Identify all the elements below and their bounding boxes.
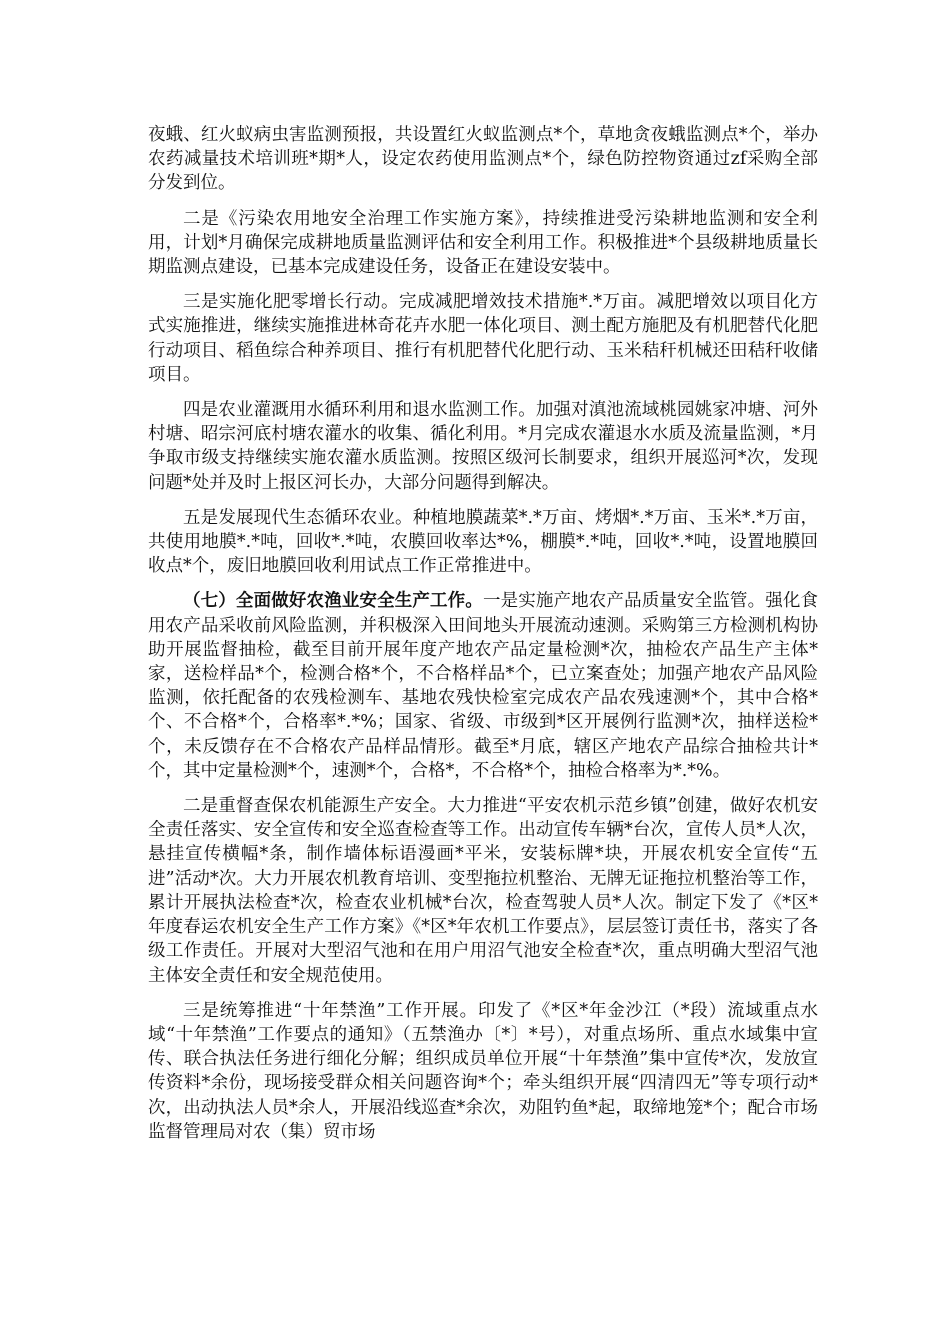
paragraph-text: 三是实施化肥零增长行动。完成减肥增效技术措施*.*万亩。减肥增效以项目化方式实施推进，继续实施推进林奇花卉水肥一体化项目、测土配方施肥及有机肥替代化肥行动项目、稻鱼综合种养项目、推行有机肥替代化肥行动、玉米秸秆机械还田秸秆收储项目。 [148,292,818,385]
paragraph-text: 夜蛾、红火蚁病虫害监测预报，共设置红火蚁监测点*个，草地贪夜蛾监测点*个，举办农药减量技术培训班*期*人，设定农药使用监测点*个，绿色防控物资通过zf采购全部分发到位。 [148,125,818,194]
paragraph-fishing-ban [148,999,818,1144]
paragraph-text: 一是实施产地农产品质量安全监管。强化食用农产品采收前风险监测，并积极深入田间地头开展流动速测。采购第三方检测机构协助开展监督抽检，截至目前开展年度产地农产品定量检测*次，抽检农产品生产主体*家，送检样品*个，检测合格*个，不合格样品*个，已立案查处；加强产地农产品风险监测，依托配备的农残检测车、基地农残快检室完成农产品农残速测*个，其中合格*个、不合格*个，合格率*.*%；国家、省级、市级到*区开展例行监测*次，抽样送检*个，未反馈存在不合格农产品样品情形。截至*月底，辖区产地农产品综合抽检共计*个，其中定量检测*个，速测*个，合格*，不合格*个，抽检合格率为*.*%。 [148,591,819,781]
paragraph-soil-safety [148,207,818,280]
paragraph-text: 四是农业灌溉用水循环利用和退水监测工作。加强对滇池流域桃园姚家冲塘、河外村塘、昭宗河底村塘农灌水的收集、循化利用。*月完成农灌退水水质及流量监测，*月争取市级支持继续实施农灌水质监测。按照区级河长制要求，组织开展巡河*次，发现问题*处并及时上报区河长办，大部分问题得到解决。 [148,400,818,493]
paragraph-text: 二是重督查保农机能源生产安全。大力推进“平安农机示范乡镇”创建，做好农机安全责任落实、安全宣传和安全巡查检查等工作。出动宣传车辆*台次，宣传人员*人次，悬挂宣传横幅*条，制作墙体标语漫画*平米，安装标牌*块，开展农机安全宣传“五进”活动*次。大力开展农机教育培训、变型拖拉机整治、无牌无证拖拉机整治等工作，累计开展执法检查*次，检查农业机械*台次，检查驾驶人员*人次。制定下发了《*区*年度春运农机安全生产工作方案》《*区*年农机工作要点》，层层签订责任书，落实了各级工作责任。开展对大型沼气池和在用户用沼气池安全检查*次，重点明确大型沼气池主体安全责任和安全规范使用。 [148,796,818,986]
paragraph-irrigation [148,398,818,495]
document-body [148,123,818,1155]
paragraph-text: 三是统筹推进“十年禁渔”工作开展。印发了《*区*年金沙江（*段）流域重点水域“十年禁渔”工作要点的通知》（五禁渔办〔*〕*号），对重点场所、重点水域集中宣传、联合执法任务进行细化分解；组织成员单位开展“十年禁渔”集中宣传*次，发放宣传资料*余份，现场接受群众相关问题咨询*个；牵头组织开展“四清四无”等专项行动*次，出动执法人员*余人，开展沿线巡查*余次，劝阻钓鱼*起，取缔地笼*个；配合市场监督管理局对农（集）贸市场 [148,1000,818,1142]
paragraph-text: 五是发展现代生态循环农业。种植地膜蔬菜*.*万亩、烤烟*.*万亩、玉米*.*万亩，共使用地膜*.*吨，回收*.*吨，农膜回收率达*%，棚膜*.*吨，回收*.*吨，设置地膜回收点*个，废旧地膜回收利用试点工作正常推进中。 [148,507,818,577]
paragraph-eco-agriculture [148,506,818,579]
paragraph-fertilizer [148,290,818,387]
paragraph-pest-monitoring [148,123,818,196]
paragraph-safety-production [148,589,818,783]
section-heading: （七）全面做好农渔业安全生产工作。 [183,591,483,612]
paragraph-text: 二是《污染农用地安全治理工作实施方案》，持续推进受污染耕地监测和安全利用，计划*月确保完成耕地质量监测评估和安全利用工作。积极推进*个县级耕地质量长期监测点建设，已基本完成建设任务，设备正在建设安装中。 [148,208,818,278]
paragraph-machinery-safety [148,794,818,988]
